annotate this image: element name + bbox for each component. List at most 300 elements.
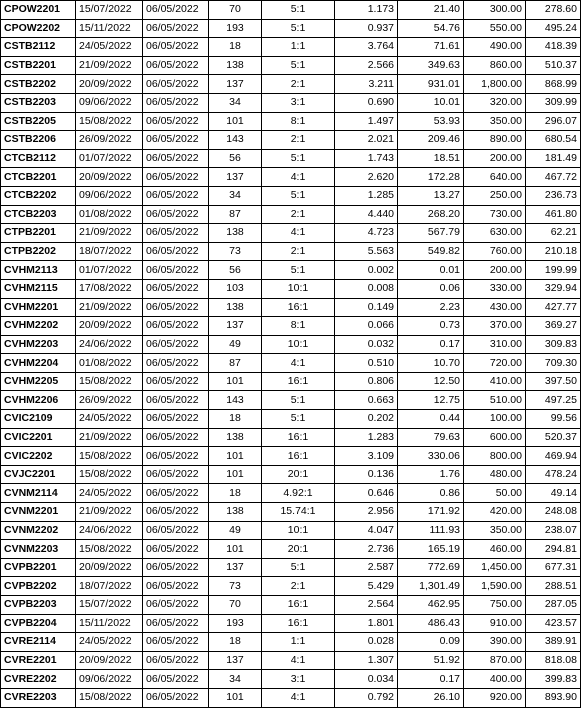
table-body (1, 1, 581, 708)
warrant-code-cell: CSTB2112 (1, 38, 76, 57)
warrant-code-cell: CVHM2201 (1, 298, 76, 317)
days-remaining-cell: 70 (209, 1, 262, 20)
maturity-date-cell: 15/08/2022 (76, 372, 143, 391)
difference-cell: 680.54 (526, 131, 581, 150)
value-cell: 0.690 (335, 93, 398, 112)
days-remaining-cell: 101 (209, 688, 262, 707)
trade-date-cell: 06/05/2022 (143, 447, 209, 466)
conversion-ratio-cell: 5:1 (262, 19, 335, 38)
conversion-ratio-cell: 5:1 (262, 261, 335, 280)
days-remaining-cell: 138 (209, 298, 262, 317)
difference-cell: 495.24 (526, 19, 581, 38)
warrant-code-cell: CTCB2202 (1, 186, 76, 205)
maturity-date-cell: 21/09/2022 (76, 428, 143, 447)
table-row (1, 131, 581, 150)
days-remaining-cell: 18 (209, 38, 262, 57)
amount-cell: 12.50 (398, 372, 464, 391)
warrant-code-cell: CVRE2202 (1, 670, 76, 689)
difference-cell: 296.07 (526, 112, 581, 131)
days-remaining-cell: 137 (209, 651, 262, 670)
value-cell: 0.646 (335, 484, 398, 503)
conversion-ratio-cell: 2:1 (262, 242, 335, 261)
table-row (1, 558, 581, 577)
table-row (1, 428, 581, 447)
table-row (1, 391, 581, 410)
value-cell: 2.021 (335, 131, 398, 150)
warrant-code-cell: CVIC2202 (1, 447, 76, 466)
days-remaining-cell: 137 (209, 168, 262, 187)
trade-date-cell: 06/05/2022 (143, 354, 209, 373)
days-remaining-cell: 103 (209, 279, 262, 298)
days-remaining-cell: 137 (209, 558, 262, 577)
days-remaining-cell: 56 (209, 261, 262, 280)
difference-cell: 467.72 (526, 168, 581, 187)
warrant-code-cell: CVNM2201 (1, 503, 76, 522)
trade-date-cell: 06/05/2022 (143, 335, 209, 354)
maturity-date-cell: 15/08/2022 (76, 540, 143, 559)
trade-date-cell: 06/05/2022 (143, 242, 209, 261)
value-cell: 1.801 (335, 614, 398, 633)
value-cell: 1.173 (335, 1, 398, 20)
difference-cell: 397.50 (526, 372, 581, 391)
value-cell: 0.032 (335, 335, 398, 354)
warrant-code-cell: CVRE2114 (1, 633, 76, 652)
maturity-date-cell: 15/08/2022 (76, 112, 143, 131)
conversion-ratio-cell: 1:1 (262, 38, 335, 57)
conversion-ratio-cell: 8:1 (262, 317, 335, 336)
table-row (1, 186, 581, 205)
trade-date-cell: 06/05/2022 (143, 670, 209, 689)
maturity-date-cell: 21/09/2022 (76, 298, 143, 317)
trade-date-cell: 06/05/2022 (143, 168, 209, 187)
days-remaining-cell: 18 (209, 410, 262, 429)
amount-cell: 0.09 (398, 633, 464, 652)
trade-date-cell: 06/05/2022 (143, 688, 209, 707)
difference-cell: 677.31 (526, 558, 581, 577)
price-cell: 310.00 (464, 335, 526, 354)
table-row (1, 279, 581, 298)
price-cell: 640.00 (464, 168, 526, 187)
price-cell: 760.00 (464, 242, 526, 261)
conversion-ratio-cell: 16:1 (262, 372, 335, 391)
price-cell: 350.00 (464, 521, 526, 540)
difference-cell: 309.99 (526, 93, 581, 112)
maturity-date-cell: 17/08/2022 (76, 279, 143, 298)
value-cell: 0.136 (335, 465, 398, 484)
maturity-date-cell: 18/07/2022 (76, 242, 143, 261)
value-cell: 1.283 (335, 428, 398, 447)
amount-cell: 54.76 (398, 19, 464, 38)
maturity-date-cell: 20/09/2022 (76, 317, 143, 336)
value-cell: 0.663 (335, 391, 398, 410)
warrant-code-cell: CVPB2202 (1, 577, 76, 596)
warrant-code-cell: CSTB2206 (1, 131, 76, 150)
table-row (1, 651, 581, 670)
price-cell: 510.00 (464, 391, 526, 410)
conversion-ratio-cell: 5:1 (262, 56, 335, 75)
conversion-ratio-cell: 16:1 (262, 614, 335, 633)
price-cell: 910.00 (464, 614, 526, 633)
conversion-ratio-cell: 3:1 (262, 93, 335, 112)
table-row (1, 205, 581, 224)
warrant-code-cell: CVNM2114 (1, 484, 76, 503)
warrant-code-cell: CTCB2201 (1, 168, 76, 187)
warrant-code-cell: CTCB2203 (1, 205, 76, 224)
table-row (1, 354, 581, 373)
days-remaining-cell: 143 (209, 391, 262, 410)
difference-cell: 294.81 (526, 540, 581, 559)
warrant-code-cell: CVJC2201 (1, 465, 76, 484)
price-cell: 460.00 (464, 540, 526, 559)
warrant-code-cell: CVRE2201 (1, 651, 76, 670)
value-cell: 2.587 (335, 558, 398, 577)
trade-date-cell: 06/05/2022 (143, 224, 209, 243)
conversion-ratio-cell: 4:1 (262, 224, 335, 243)
value-cell: 2.564 (335, 596, 398, 615)
days-remaining-cell: 34 (209, 93, 262, 112)
amount-cell: 18.51 (398, 149, 464, 168)
value-cell: 1.743 (335, 149, 398, 168)
price-cell: 870.00 (464, 651, 526, 670)
trade-date-cell: 06/05/2022 (143, 205, 209, 224)
days-remaining-cell: 138 (209, 503, 262, 522)
table-row (1, 19, 581, 38)
maturity-date-cell: 24/05/2022 (76, 484, 143, 503)
difference-cell: 210.18 (526, 242, 581, 261)
value-cell: 2.956 (335, 503, 398, 522)
amount-cell: 12.75 (398, 391, 464, 410)
table-row (1, 298, 581, 317)
trade-date-cell: 06/05/2022 (143, 614, 209, 633)
amount-cell: 10.01 (398, 93, 464, 112)
days-remaining-cell: 101 (209, 540, 262, 559)
days-remaining-cell: 70 (209, 596, 262, 615)
days-remaining-cell: 49 (209, 335, 262, 354)
warrant-code-cell: CVHM2204 (1, 354, 76, 373)
difference-cell: 389.91 (526, 633, 581, 652)
maturity-date-cell: 01/07/2022 (76, 261, 143, 280)
maturity-date-cell: 01/08/2022 (76, 205, 143, 224)
price-cell: 1,450.00 (464, 558, 526, 577)
price-cell: 630.00 (464, 224, 526, 243)
price-cell: 600.00 (464, 428, 526, 447)
days-remaining-cell: 73 (209, 577, 262, 596)
difference-cell: 278.60 (526, 1, 581, 20)
table-row (1, 372, 581, 391)
warrant-code-cell: CVRE2203 (1, 688, 76, 707)
days-remaining-cell: 34 (209, 186, 262, 205)
trade-date-cell: 06/05/2022 (143, 261, 209, 280)
value-cell: 1.307 (335, 651, 398, 670)
amount-cell: 567.79 (398, 224, 464, 243)
maturity-date-cell: 21/09/2022 (76, 224, 143, 243)
warrant-code-cell: CVPB2203 (1, 596, 76, 615)
days-remaining-cell: 18 (209, 484, 262, 503)
trade-date-cell: 06/05/2022 (143, 651, 209, 670)
conversion-ratio-cell: 2:1 (262, 205, 335, 224)
amount-cell: 209.46 (398, 131, 464, 150)
warrant-code-cell: CTPB2201 (1, 224, 76, 243)
difference-cell: 248.08 (526, 503, 581, 522)
table-row (1, 596, 581, 615)
amount-cell: 1,301.49 (398, 577, 464, 596)
maturity-date-cell: 20/09/2022 (76, 651, 143, 670)
maturity-date-cell: 15/07/2022 (76, 1, 143, 20)
warrant-code-cell: CSTB2201 (1, 56, 76, 75)
difference-cell: 62.21 (526, 224, 581, 243)
amount-cell: 13.27 (398, 186, 464, 205)
conversion-ratio-cell: 16:1 (262, 428, 335, 447)
amount-cell: 462.95 (398, 596, 464, 615)
value-cell: 0.034 (335, 670, 398, 689)
amount-cell: 165.19 (398, 540, 464, 559)
value-cell: 5.563 (335, 242, 398, 261)
trade-date-cell: 06/05/2022 (143, 112, 209, 131)
maturity-date-cell: 20/09/2022 (76, 75, 143, 94)
maturity-date-cell: 21/09/2022 (76, 56, 143, 75)
amount-cell: 549.82 (398, 242, 464, 261)
price-cell: 410.00 (464, 372, 526, 391)
amount-cell: 349.63 (398, 56, 464, 75)
difference-cell: 478.24 (526, 465, 581, 484)
trade-date-cell: 06/05/2022 (143, 75, 209, 94)
conversion-ratio-cell: 20:1 (262, 540, 335, 559)
amount-cell: 0.44 (398, 410, 464, 429)
price-cell: 330.00 (464, 279, 526, 298)
price-cell: 320.00 (464, 93, 526, 112)
conversion-ratio-cell: 10:1 (262, 521, 335, 540)
price-cell: 200.00 (464, 261, 526, 280)
difference-cell: 709.30 (526, 354, 581, 373)
table-row (1, 1, 581, 20)
amount-cell: 330.06 (398, 447, 464, 466)
days-remaining-cell: 101 (209, 372, 262, 391)
trade-date-cell: 06/05/2022 (143, 428, 209, 447)
price-cell: 300.00 (464, 1, 526, 20)
conversion-ratio-cell: 5:1 (262, 1, 335, 20)
table-row (1, 335, 581, 354)
value-cell: 2.736 (335, 540, 398, 559)
warrant-code-cell: CSTB2203 (1, 93, 76, 112)
warrant-code-cell: CVHM2206 (1, 391, 76, 410)
trade-date-cell: 06/05/2022 (143, 186, 209, 205)
days-remaining-cell: 34 (209, 670, 262, 689)
warrant-code-cell: CVIC2109 (1, 410, 76, 429)
value-cell: 0.066 (335, 317, 398, 336)
price-cell: 550.00 (464, 19, 526, 38)
difference-cell: 99.56 (526, 410, 581, 429)
price-cell: 350.00 (464, 112, 526, 131)
table-row (1, 93, 581, 112)
table-row (1, 75, 581, 94)
maturity-date-cell: 24/05/2022 (76, 38, 143, 57)
trade-date-cell: 06/05/2022 (143, 56, 209, 75)
value-cell: 2.620 (335, 168, 398, 187)
difference-cell: 520.37 (526, 428, 581, 447)
price-cell: 480.00 (464, 465, 526, 484)
value-cell: 1.497 (335, 112, 398, 131)
warrant-code-cell: CVHM2115 (1, 279, 76, 298)
difference-cell: 868.99 (526, 75, 581, 94)
difference-cell: 369.27 (526, 317, 581, 336)
warrant-code-cell: CTPB2202 (1, 242, 76, 261)
maturity-date-cell: 01/07/2022 (76, 149, 143, 168)
price-cell: 100.00 (464, 410, 526, 429)
days-remaining-cell: 143 (209, 131, 262, 150)
difference-cell: 199.99 (526, 261, 581, 280)
amount-cell: 2.23 (398, 298, 464, 317)
conversion-ratio-cell: 4:1 (262, 168, 335, 187)
maturity-date-cell: 09/06/2022 (76, 186, 143, 205)
price-cell: 390.00 (464, 633, 526, 652)
trade-date-cell: 06/05/2022 (143, 298, 209, 317)
price-cell: 920.00 (464, 688, 526, 707)
price-cell: 890.00 (464, 131, 526, 150)
warrant-code-cell: CPOW2202 (1, 19, 76, 38)
conversion-ratio-cell: 5:1 (262, 558, 335, 577)
difference-cell: 469.94 (526, 447, 581, 466)
table-row (1, 447, 581, 466)
days-remaining-cell: 138 (209, 56, 262, 75)
difference-cell: 236.73 (526, 186, 581, 205)
value-cell: 3.109 (335, 447, 398, 466)
maturity-date-cell: 20/09/2022 (76, 558, 143, 577)
value-cell: 3.764 (335, 38, 398, 57)
value-cell: 0.937 (335, 19, 398, 38)
difference-cell: 818.08 (526, 651, 581, 670)
warrant-code-cell: CVHM2113 (1, 261, 76, 280)
amount-cell: 931.01 (398, 75, 464, 94)
difference-cell: 399.83 (526, 670, 581, 689)
maturity-date-cell: 26/09/2022 (76, 391, 143, 410)
conversion-ratio-cell: 1:1 (262, 633, 335, 652)
maturity-date-cell: 15/07/2022 (76, 596, 143, 615)
days-remaining-cell: 49 (209, 521, 262, 540)
days-remaining-cell: 137 (209, 75, 262, 94)
warrant-code-cell: CVIC2201 (1, 428, 76, 447)
value-cell: 4.723 (335, 224, 398, 243)
days-remaining-cell: 101 (209, 447, 262, 466)
table-row (1, 614, 581, 633)
amount-cell: 0.06 (398, 279, 464, 298)
warrant-code-cell: CSTB2205 (1, 112, 76, 131)
warrant-code-cell: CSTB2202 (1, 75, 76, 94)
amount-cell: 1.76 (398, 465, 464, 484)
amount-cell: 0.73 (398, 317, 464, 336)
conversion-ratio-cell: 5:1 (262, 149, 335, 168)
days-remaining-cell: 193 (209, 614, 262, 633)
difference-cell: 510.37 (526, 56, 581, 75)
price-cell: 1,590.00 (464, 577, 526, 596)
maturity-date-cell: 15/11/2022 (76, 614, 143, 633)
table-row (1, 410, 581, 429)
table-row (1, 503, 581, 522)
maturity-date-cell: 24/06/2022 (76, 521, 143, 540)
days-remaining-cell: 137 (209, 317, 262, 336)
amount-cell: 53.93 (398, 112, 464, 131)
price-cell: 420.00 (464, 503, 526, 522)
value-cell: 5.429 (335, 577, 398, 596)
days-remaining-cell: 87 (209, 205, 262, 224)
warrant-code-cell: CVHM2205 (1, 372, 76, 391)
difference-cell: 461.80 (526, 205, 581, 224)
warrant-code-cell: CVPB2204 (1, 614, 76, 633)
difference-cell: 181.49 (526, 149, 581, 168)
price-cell: 490.00 (464, 38, 526, 57)
amount-cell: 0.86 (398, 484, 464, 503)
amount-cell: 79.63 (398, 428, 464, 447)
table-row (1, 261, 581, 280)
days-remaining-cell: 56 (209, 149, 262, 168)
price-cell: 800.00 (464, 447, 526, 466)
amount-cell: 268.20 (398, 205, 464, 224)
price-cell: 720.00 (464, 354, 526, 373)
trade-date-cell: 06/05/2022 (143, 577, 209, 596)
value-cell: 0.806 (335, 372, 398, 391)
value-cell: 4.440 (335, 205, 398, 224)
conversion-ratio-cell: 5:1 (262, 410, 335, 429)
difference-cell: 329.94 (526, 279, 581, 298)
maturity-date-cell: 09/06/2022 (76, 670, 143, 689)
value-cell: 0.202 (335, 410, 398, 429)
price-cell: 400.00 (464, 670, 526, 689)
amount-cell: 0.17 (398, 670, 464, 689)
table-row (1, 242, 581, 261)
days-remaining-cell: 87 (209, 354, 262, 373)
conversion-ratio-cell: 4:1 (262, 354, 335, 373)
table-row (1, 224, 581, 243)
days-remaining-cell: 101 (209, 112, 262, 131)
amount-cell: 26.10 (398, 688, 464, 707)
trade-date-cell: 06/05/2022 (143, 521, 209, 540)
amount-cell: 51.92 (398, 651, 464, 670)
price-cell: 1,800.00 (464, 75, 526, 94)
value-cell: 4.047 (335, 521, 398, 540)
price-cell: 860.00 (464, 56, 526, 75)
price-cell: 730.00 (464, 205, 526, 224)
conversion-ratio-cell: 10:1 (262, 279, 335, 298)
warrant-code-cell: CVHM2203 (1, 335, 76, 354)
table-row (1, 688, 581, 707)
days-remaining-cell: 73 (209, 242, 262, 261)
value-cell: 0.008 (335, 279, 398, 298)
difference-cell: 309.83 (526, 335, 581, 354)
days-remaining-cell: 101 (209, 465, 262, 484)
trade-date-cell: 06/05/2022 (143, 596, 209, 615)
conversion-ratio-cell: 5:1 (262, 186, 335, 205)
maturity-date-cell: 21/09/2022 (76, 503, 143, 522)
table-row (1, 670, 581, 689)
amount-cell: 0.17 (398, 335, 464, 354)
value-cell: 0.002 (335, 261, 398, 280)
days-remaining-cell: 138 (209, 428, 262, 447)
maturity-date-cell: 15/08/2022 (76, 447, 143, 466)
conversion-ratio-cell: 8:1 (262, 112, 335, 131)
maturity-date-cell: 15/08/2022 (76, 688, 143, 707)
warrant-code-cell: CVPB2201 (1, 558, 76, 577)
trade-date-cell: 06/05/2022 (143, 38, 209, 57)
table-row (1, 56, 581, 75)
maturity-date-cell: 20/09/2022 (76, 168, 143, 187)
warrant-code-cell: CPOW2201 (1, 1, 76, 20)
amount-cell: 171.92 (398, 503, 464, 522)
price-cell: 50.00 (464, 484, 526, 503)
table-row (1, 484, 581, 503)
table-row (1, 317, 581, 336)
maturity-date-cell: 09/06/2022 (76, 93, 143, 112)
warrant-code-cell: CVHM2202 (1, 317, 76, 336)
difference-cell: 497.25 (526, 391, 581, 410)
